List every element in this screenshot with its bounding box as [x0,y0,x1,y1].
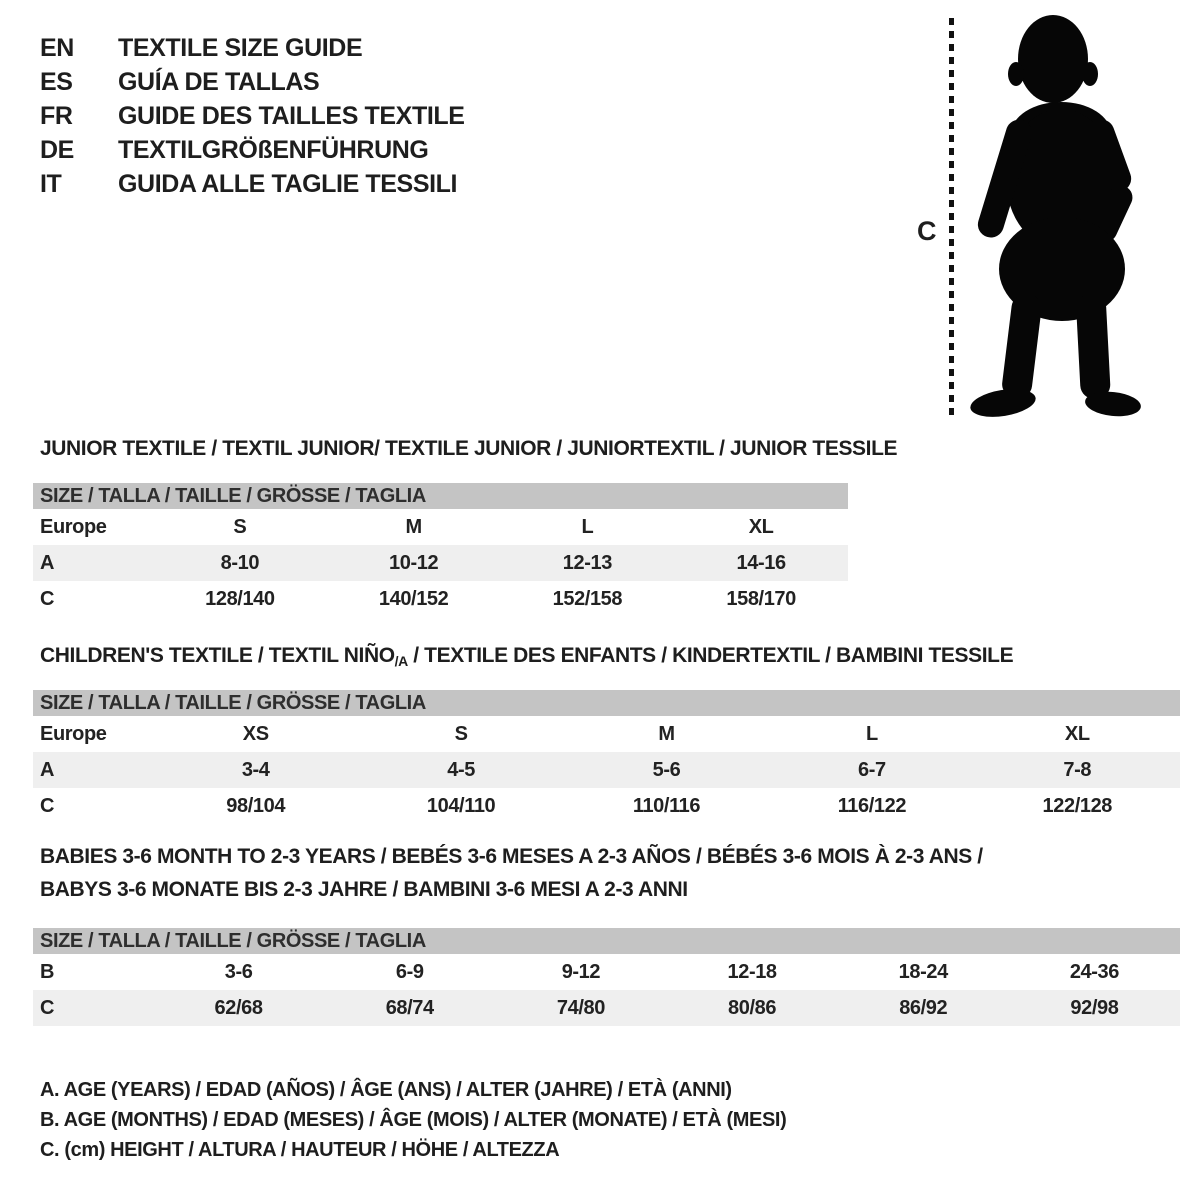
row-label: C [40,996,55,1019]
junior-section-title: JUNIOR TEXTILE / TEXTIL JUNIOR/ TEXTILE JUNIOR / JUNIORTEXTIL / JUNIOR TESSILE [40,437,898,460]
language-code: DE [40,135,74,164]
language-code: ES [40,67,73,96]
table-cell: L [865,722,878,745]
row-label: A [40,551,55,574]
table-row-age-months [33,954,1180,990]
legend-line-a: A. AGE (YEARS) / EDAD (AÑOS) / ÂGE (ANS) / ALTER (JAHRE) / ETÀ (ANNI) [40,1078,732,1101]
children-size-table [33,690,1180,824]
table-cell: S [454,722,468,745]
table-cell: 4-5 [447,758,475,781]
table-cell: M [658,722,675,745]
table-cell: 18-24 [898,960,948,983]
legend-line-b: B. AGE (MONTHS) / EDAD (MESES) / ÂGE (MOIS) / ALTER (MONATE) / ETÀ (MESI) [40,1108,787,1131]
babies-table-rows [33,954,1180,1026]
language-title-list [40,31,465,201]
table-cell: 24-36 [1069,960,1119,983]
size-header-bar: SIZE / TALLA / TAILLE / GRÖSSE / TAGLIA [33,690,1180,716]
size-header-bar: SIZE / TALLA / TAILLE / GRÖSSE / TAGLIA [33,483,848,509]
language-row-fr [40,99,465,133]
guide-title-de: TEXTILGRÖßENFÜHRUNG [118,135,429,164]
children-table-rows [33,716,1180,824]
language-code: FR [40,101,73,130]
guide-title-fr: GUIDE DES TAILLES TEXTILE [118,101,465,130]
table-row-europe [33,716,1180,752]
table-cell: 158/170 [726,587,796,610]
babies-size-table [33,928,1180,1026]
table-cell: 6-7 [858,758,886,781]
height-measure-dashed-line [949,18,954,416]
table-cell: 110/116 [632,794,701,817]
table-cell: 12-18 [727,960,777,983]
table-cell: 122/128 [1042,794,1113,817]
table-cell: XS [242,722,269,745]
baby-silhouette-icon [963,14,1145,419]
row-label: B [40,960,55,983]
table-cell: 128/140 [205,587,275,610]
table-cell: 10-12 [389,551,439,574]
language-row-en [40,31,465,65]
language-row-it [40,167,465,201]
row-label: Europe [40,515,107,538]
table-cell: XL [1064,722,1090,745]
table-cell: L [581,515,594,538]
table-cell: 14-16 [736,551,786,574]
table-cell: 92/98 [1070,996,1119,1019]
row-label: C [40,794,55,817]
table-cell: 80/86 [728,996,777,1019]
table-cell: 12-13 [562,551,612,574]
table-cell: 98/104 [226,794,286,817]
babies-section-title-line1: BABIES 3-6 MONTH TO 2-3 YEARS / BEBÉS 3-6 MESES A 2-3 AÑOS / BÉBÉS 3-6 MOIS À 2-3 ANS / [40,845,983,868]
language-code: IT [40,169,62,198]
table-cell: M [405,515,422,538]
guide-title-it: GUIDA ALLE TAGLIE TESSILI [118,169,458,198]
table-cell: 5-6 [652,758,681,781]
measurement-legend [40,1075,786,1165]
children-title-pre: CHILDREN'S TEXTILE / TEXTIL NIÑO [40,644,395,667]
guide-title-es: GUÍA DE TALLAS [118,67,320,96]
table-cell: 3-6 [224,960,253,983]
table-row-height-cm [33,990,1180,1026]
babies-section-title-line2: BABYS 3-6 MONATE BIS 2-3 JAHRE / BAMBINI 3-6 MESI A 2-3 ANNI [40,878,688,901]
language-row-de [40,133,465,167]
table-cell: 62/68 [214,996,263,1019]
table-cell: S [233,515,247,538]
table-cell: 8-10 [220,551,260,574]
children-title-post: / TEXTILE DES ENFANTS / KINDERTEXTIL / BAMBINI TESSILE [407,644,1014,667]
table-cell: XL [748,515,774,538]
size-header-bar: SIZE / TALLA / TAILLE / GRÖSSE / TAGLIA [33,928,1180,954]
legend-line-c: C. (cm) HEIGHT / ALTURA / HAUTEUR / HÖHE / ALTEZZA [40,1138,560,1161]
table-row-europe [33,509,848,545]
table-cell: 6-9 [395,960,424,983]
table-cell: 104/110 [426,794,496,817]
table-cell: 3-4 [241,758,270,781]
language-code: EN [40,33,74,62]
table-cell: 140/152 [378,587,449,610]
language-row-es [40,65,465,99]
guide-title-en: TEXTILE SIZE GUIDE [118,33,363,62]
table-cell: 74/80 [556,996,605,1019]
table-cell: 116/122 [837,794,907,817]
row-label: Europe [40,722,107,745]
junior-table-rows [33,509,848,617]
table-row-age-years [33,752,1180,788]
row-label: A [40,758,55,781]
row-label: C [40,587,55,610]
table-cell: 86/92 [899,996,948,1019]
table-cell: 152/158 [552,587,623,610]
table-cell: 68/74 [385,996,434,1019]
table-row-height-cm [33,581,848,617]
table-cell: 7-8 [1063,758,1092,781]
children-title-sub: /A [394,653,408,669]
height-measure-label: C [917,216,937,246]
table-cell: 9-12 [561,960,601,983]
children-section-title [40,644,1013,668]
junior-size-table [33,483,848,617]
table-row-age-years [33,545,848,581]
table-row-height-cm [33,788,1180,824]
